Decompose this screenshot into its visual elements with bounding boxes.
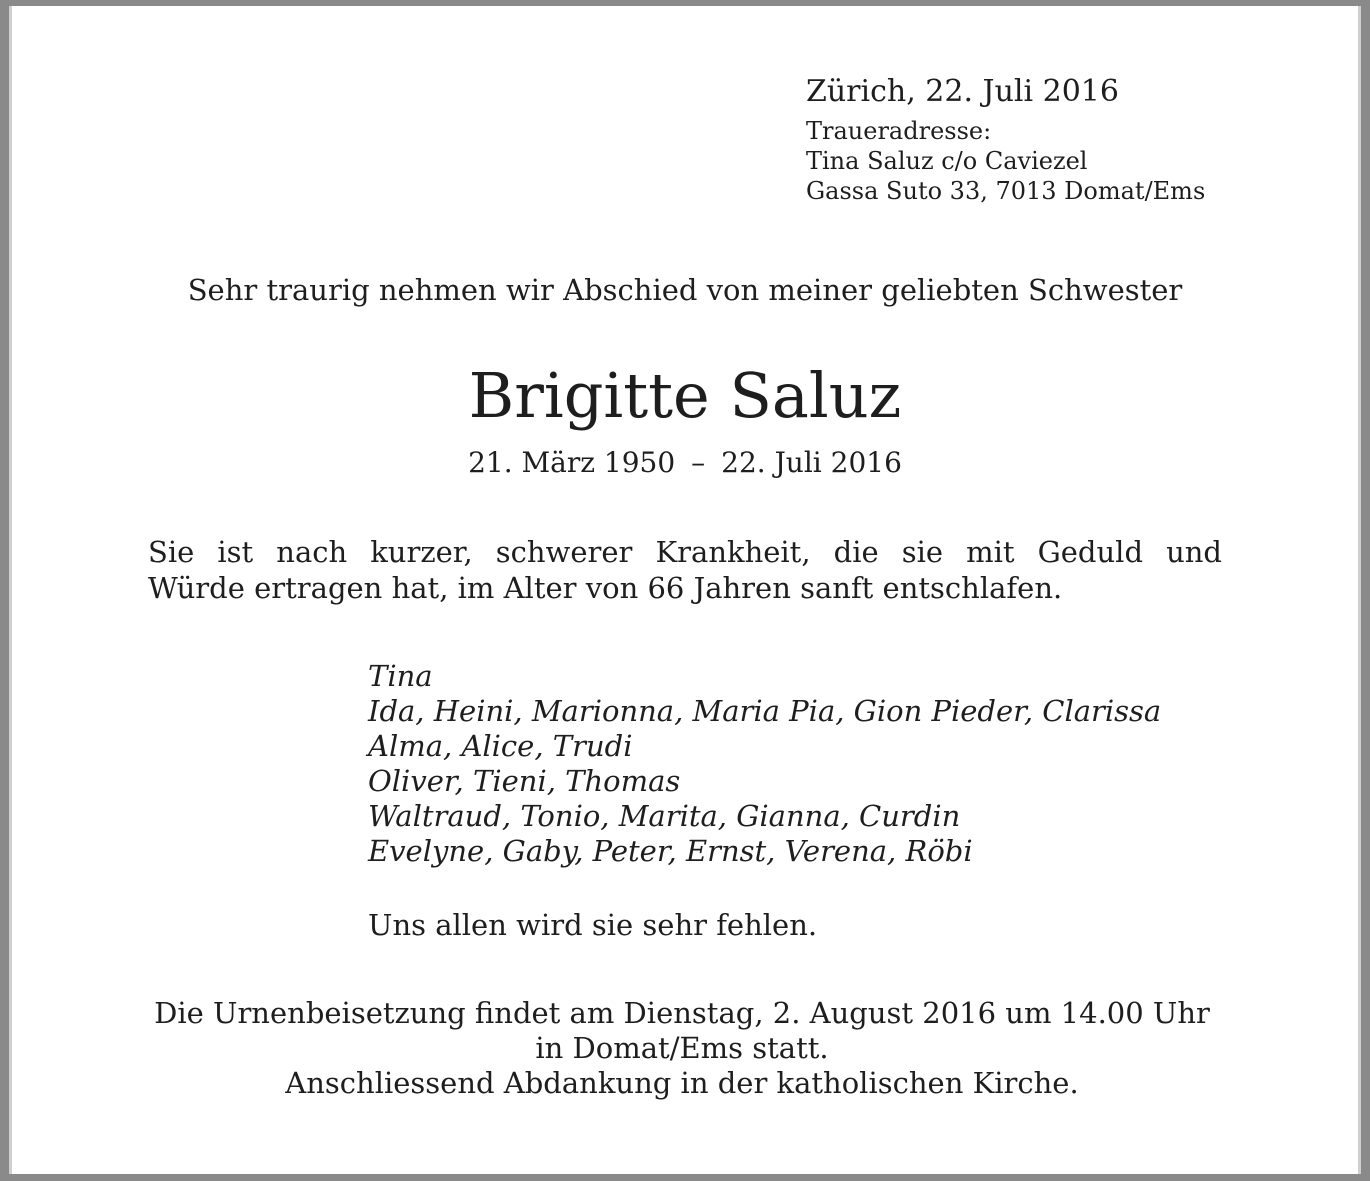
header-block xyxy=(806,72,1236,206)
address-line-2: Gassa Suto 33, 7013 Domat/Ems xyxy=(806,177,1206,205)
intro-text: Sehr traurig nehmen wir Abschied von meiner geliebten Schwester xyxy=(187,273,1183,307)
mourner-line: Tina xyxy=(368,659,433,693)
frame-inner-edge-left xyxy=(9,6,12,1174)
mourner-line: Waltraud, Tonio, Marita, Gianna, Curdin xyxy=(368,799,961,833)
life-dates xyxy=(148,443,1222,483)
mourner-line: Alma, Alice, Trudi xyxy=(368,729,633,763)
address-label: Traueradresse: xyxy=(806,117,992,145)
mourner-line: Evelyne, Gaby, Peter, Ernst, Verena, Röbi xyxy=(368,834,973,868)
body-line-1: Sie ist nach kurzer, schwerer Krankheit, die sie mit Geduld und xyxy=(148,535,1222,569)
mourner-line: Oliver, Tieni, Thomas xyxy=(368,764,681,798)
mourner-line: Ida, Heini, Marionna, Maria Pia, Gion Pieder, Clarissa xyxy=(368,694,1162,728)
body-paragraph xyxy=(148,534,1222,606)
frame-inner-edge-right xyxy=(1358,6,1361,1174)
address-line-1: Tina Saluz c/o Caviezel xyxy=(806,147,1088,175)
deceased-name: Brigitte Saluz xyxy=(468,359,902,432)
death-date: 22. Juli 2016 xyxy=(721,446,902,479)
funeral-notice xyxy=(120,996,1244,1101)
funeral-line-2: in Domat/Ems statt. xyxy=(535,1031,829,1065)
mourners-list xyxy=(368,659,1228,869)
funeral-line-3: Anschliessend Abdankung in der katholischen Kirche. xyxy=(285,1066,1079,1100)
funeral-line-1: Die Urnenbeisetzung findet am Dienstag, 2. August 2016 um 14.00 Uhr xyxy=(154,996,1210,1030)
birth-date: 21. März 1950 xyxy=(468,446,676,479)
body-line-2: Würde ertragen hat, im Alter von 66 Jahren sanft entschlafen. xyxy=(148,571,1063,605)
date-separator: – xyxy=(691,446,706,479)
place-date: Zürich, 22. Juli 2016 xyxy=(806,74,1119,109)
closing-line: Uns allen wird sie sehr fehlen. xyxy=(368,908,818,942)
